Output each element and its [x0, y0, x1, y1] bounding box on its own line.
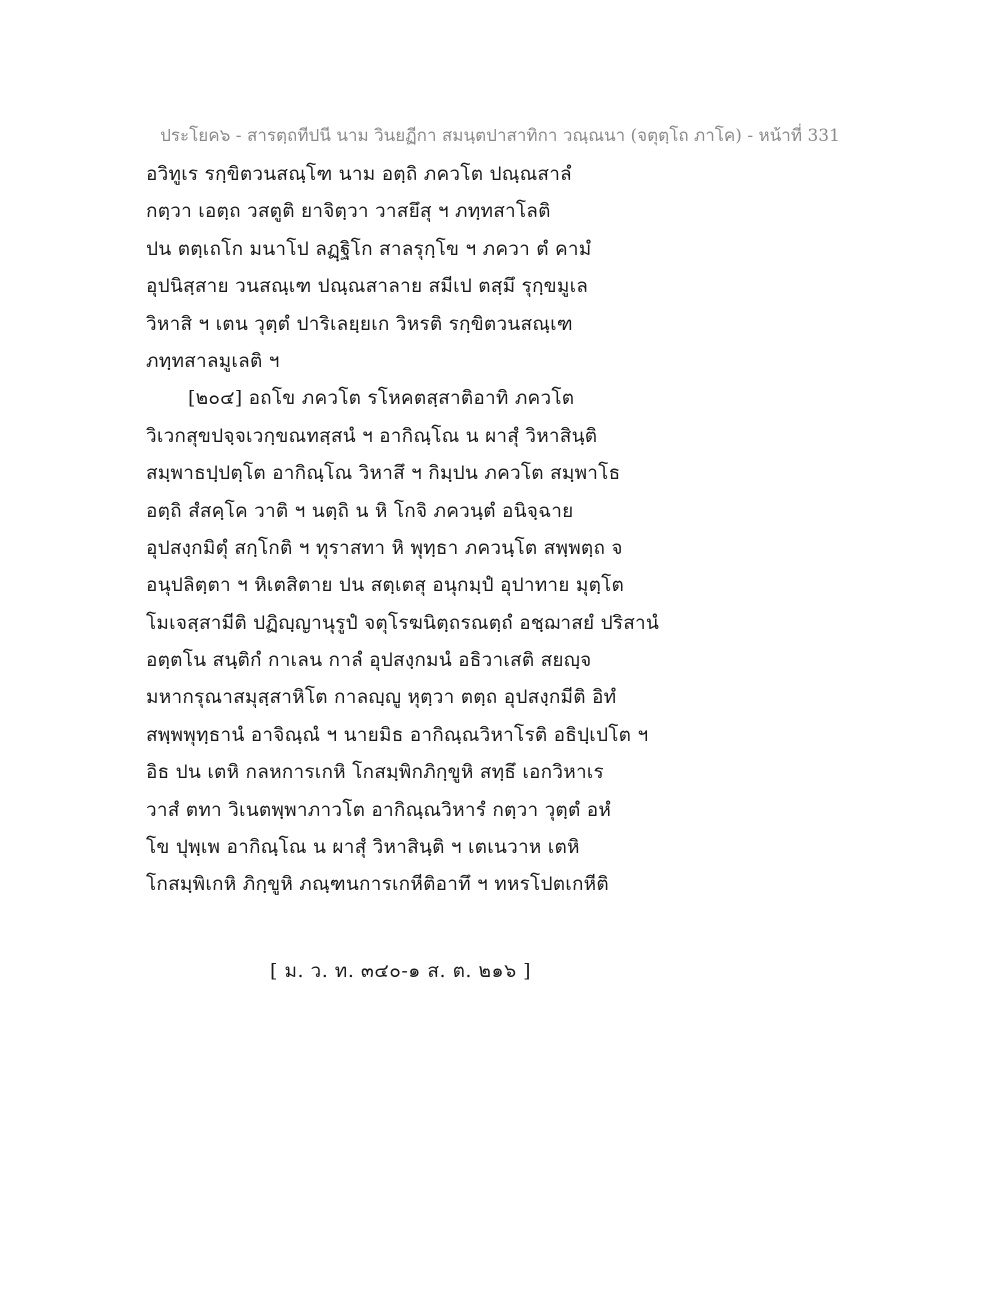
text-line: วิเวกสุขปจฺจเวกฺขณทสฺสนํ ฯ อากิณฺโณ น ผาสุํ วิหาสินฺติ — [146, 424, 598, 447]
text-line: [๒๐๔] อถโข ภควโต รโหคตสฺสาติอาทิ ภควโต — [188, 387, 575, 410]
text-line: อุปนิสฺสาย วนสณฺเฑ ปณฺณสาลาย สมีเป ตสฺมึ รุกฺขมูเล — [146, 275, 589, 298]
text-line: ปน ตตฺเถโก มนาโป ลฏฺฐิโก สาลรุกฺโข ฯ ภควา ตํ คามํ — [146, 237, 592, 260]
text-line: อตฺถิ สํสคฺโค วาติ ฯ นตฺถิ น หิ โกจิ ภควนฺตํ อนิจฺฉาย — [146, 499, 574, 522]
text-line: อวิทูเร รกฺขิตวนสณฺโฑ นาม อตฺถิ ภควโต ปณฺณสาลํ — [146, 163, 572, 185]
text-line: โมเจสฺสามีติ ปฏิญฺญานุรูปํ จตุโรฆนิตฺถรณตฺถํ อชฺฌาสยํ ปริสานํ — [146, 611, 660, 634]
text-line: ภทฺทสาลมูเลติ ฯ — [146, 349, 280, 372]
text-line: วิหาสิ ฯ เตน วุตฺตํ ปาริเลยฺยเก วิหรติ รกฺขิตวนสณฺเฑ — [146, 312, 573, 335]
text-line: มหากรุณาสมุสฺสาหิโต กาลญฺญู หุตฺวา ตตฺถ อุปสงฺกมีติ อิทํ — [146, 686, 617, 709]
text-line: โกสมฺพิเกหิ ภิกฺขูหิ ภณฺฑนการเกหีติอาทึ ฯ ทหรโปตเกหีติ — [146, 873, 609, 896]
text-line: สมฺพาธปฺปตฺโต อากิณฺโณ วิหาสึ ฯ กิมฺปน ภควโต สมฺพาโธ — [146, 462, 621, 485]
cross-reference: [ ม. ว. ท. ๓๔๐-๑ ส. ต. ๒๑๖ ] — [270, 960, 532, 982]
running-head: ประโยค๖ - สารตฺถทีปนี นาม วินยฏีกา สมนฺตปาสาทิกา วณฺณนา (จตุตฺโถ ภาโค) - หน้าที่ 331 — [160, 126, 840, 146]
text-line: อตฺตโน สนฺติกํ กาเลน กาลํ อุปสงฺกมนํ อธิวาเสติ สยญฺจ — [146, 649, 592, 672]
text-line: กตฺวา เอตฺถ วสตูติ ยาจิตฺวา วาสยึสุ ฯ ภทฺทสาโลติ — [146, 200, 551, 223]
text-line: วาสํ ตทา วิเนตพฺพาภาวโต อากิณฺณวิหารํ กตฺวา วุตฺตํ อหํ — [146, 798, 612, 821]
text-line: อิธ ปน เตหิ กลหการเกหิ โกสมฺพิกภิกฺขูหิ สทฺธึ เอกวิหาเร — [146, 761, 604, 784]
text-line: สพฺพพุทฺธานํ อาจิณฺณํ ฯ นายมิธ อากิณฺณวิหาโรติ อธิปฺเปโต ฯ — [146, 723, 649, 746]
body-text — [146, 156, 706, 904]
text-line: อุปสงฺกมิตุํ สกฺโกติ ฯ ทุราสทา หิ พุทฺธา ภควนฺโต สพฺพตฺถ จ — [146, 536, 623, 559]
text-line: อนุปลิตฺตา ฯ หิเตสิตาย ปน สตฺเตสุ อนุกมฺปํ อุปาทาย มุตฺโต — [146, 574, 625, 597]
text-line: โข ปุพฺเพ อากิณฺโณ น ผาสุํ วิหาสินฺติ ฯ เตเนวาห เตหิ — [146, 836, 580, 859]
